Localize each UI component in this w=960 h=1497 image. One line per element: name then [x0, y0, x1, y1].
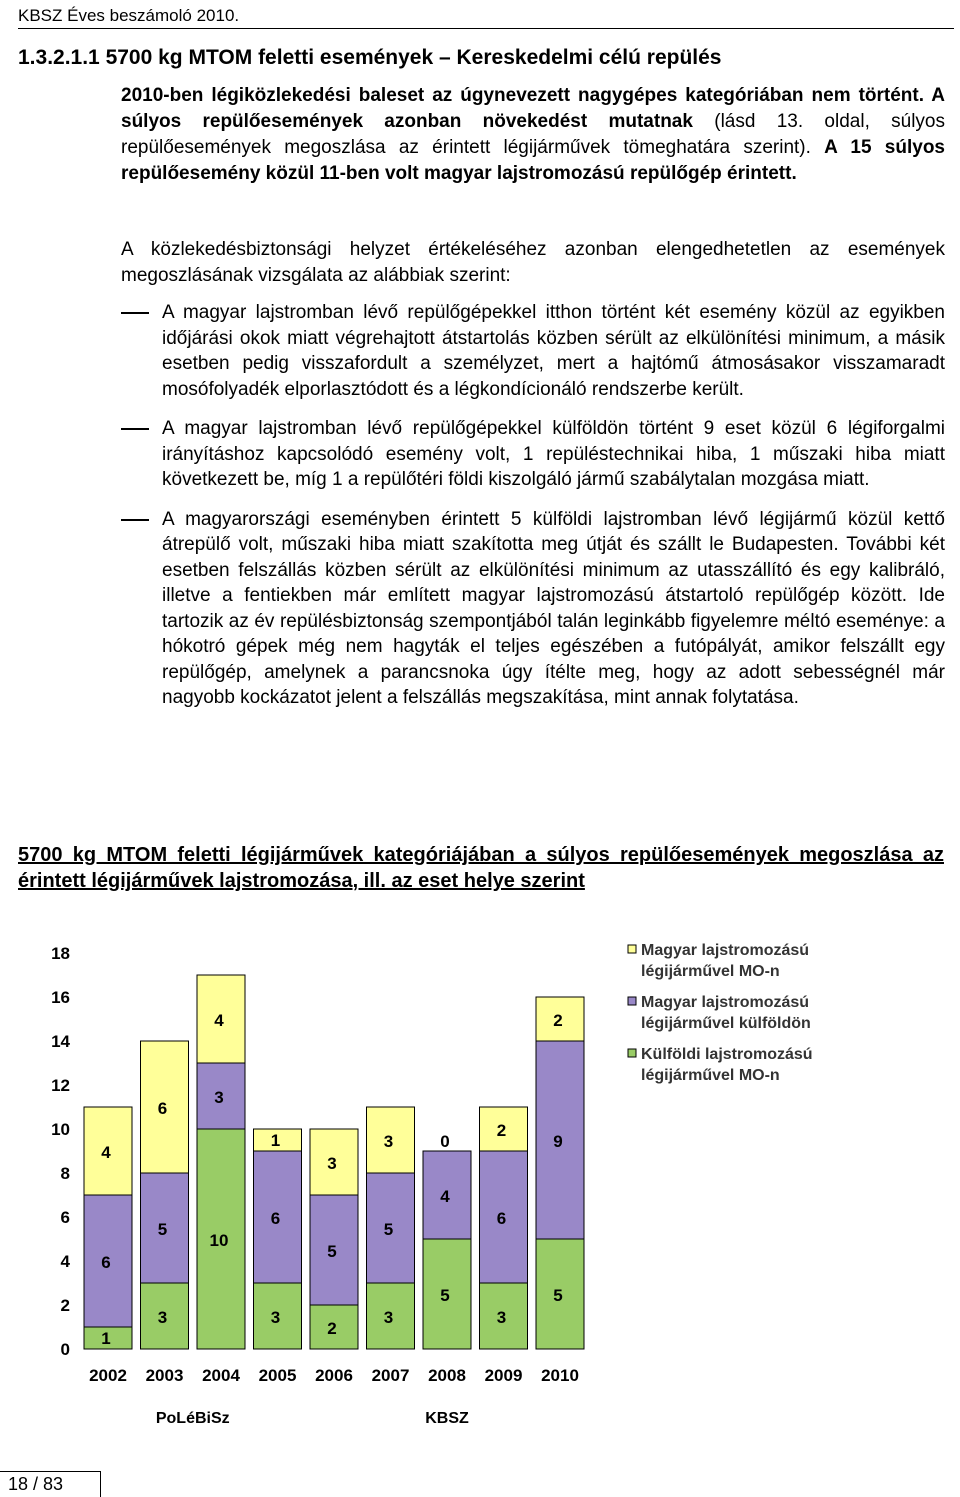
x-tick-label: 2006	[315, 1366, 353, 1385]
legend-label-line: légijárművel MO-n	[641, 963, 780, 980]
page-number: 18 / 83	[8, 1474, 64, 1494]
y-tick-label: 16	[51, 988, 70, 1007]
header-title: KBSZ Éves beszámoló 2010.	[18, 6, 240, 25]
x-tick-label: 2008	[428, 1366, 466, 1385]
list-item	[121, 300, 945, 402]
data-label: 3	[327, 1154, 337, 1173]
group-label: KBSZ	[425, 1410, 469, 1427]
data-label: 3	[157, 1308, 168, 1327]
dash-bullet	[121, 519, 149, 521]
data-label: 3	[383, 1132, 394, 1151]
legend-label-line: Magyar lajstromozású	[641, 942, 810, 959]
data-label: 3	[214, 1088, 224, 1107]
data-label: 4	[214, 1011, 224, 1030]
list-item	[121, 507, 945, 711]
header-rule	[18, 28, 954, 29]
data-label: 2	[327, 1319, 337, 1338]
chart-container	[30, 925, 950, 1445]
paragraph-intro	[121, 83, 945, 187]
data-label: 3	[496, 1308, 507, 1327]
data-label: 6	[157, 1099, 168, 1118]
section-title: 1.3.2.1.1 5700 kg MTOM feletti események – Kereskedelmi célú repülés	[18, 46, 722, 69]
footer-divider	[100, 1471, 101, 1497]
data-label: 9	[553, 1132, 563, 1151]
data-label: 0	[440, 1132, 450, 1151]
data-label: 5	[327, 1242, 337, 1261]
x-tick-label: 2007	[371, 1366, 410, 1385]
x-tick-label: 2009	[484, 1366, 523, 1385]
data-label: 3	[383, 1308, 394, 1327]
list-item-text: A magyarországi eseményben érintett 5 külföldi lajstromban lévő légijármű közül kettő átrepülő volt, műszaki hiba miatt szakította meg útját és szállt le Budapesten. További két esetben felszállás közben sérült az elkülönítési minimum az utasszállító és egy kalibráló, illetve a fentiekben már említett magyar lajstromozású átstartoló repülőgép között. Ide tartozik az év repülésbiztonság szempontjából talán leginkább figyelemre méltó eseménye: a hókotró gépek még nem hagyták el teljes egészében a futópályát, amikor felszállt egy repülőgép, amelynek a parancsnoka úgy ítélte meg, hogy az adott sebességnél már nagyobb kockázatot jelent a felszállás megszakítása, mint annak folytatása.	[162, 508, 945, 708]
data-label: 5	[383, 1220, 394, 1239]
list-item-text: A magyar lajstromban lévő repülőgépekkel külföldön történt 9 eset közül 6 légiforgalmi irányításhoz kapcsolódó esemény volt, 1 repüléstechnikai hiba, 1 műszaki hiba miatt következett be, míg 1 a repülőtéri földi kiszolgáló jármű szabálytalan mozgása miatt.	[162, 418, 945, 490]
y-tick-label: 8	[60, 1164, 70, 1183]
stacked-bar-chart	[30, 925, 950, 1445]
y-tick-label: 6	[60, 1208, 70, 1227]
legend-swatch	[628, 1049, 636, 1057]
dash-bullet	[121, 428, 149, 430]
data-label: 3	[270, 1308, 281, 1327]
y-tick-label: 2	[60, 1296, 70, 1315]
x-tick-label: 2005	[258, 1366, 297, 1385]
data-label: 2	[496, 1121, 507, 1140]
data-label: 6	[101, 1253, 111, 1272]
y-tick-label: 12	[51, 1076, 70, 1095]
legend-label-line: légijárművel MO-n	[641, 1067, 780, 1084]
y-tick-label: 14	[51, 1032, 70, 1051]
data-label: 5	[553, 1286, 563, 1305]
chart-heading: 5700 kg MTOM feletti légijárművek kategóriájában a súlyos repülőesemények megoszlása az érintett légijárművek lajstromozása, ill. az eset helye szerint	[18, 844, 944, 892]
legend-label-line: Külföldi lajstromozású	[641, 1046, 813, 1063]
legend-label-line: Magyar lajstromozású	[641, 994, 810, 1011]
page-footer	[0, 1466, 960, 1497]
group-label: PoLéBiSz	[155, 1410, 230, 1427]
intro-bold-a: 2010-ben légiközlekedési baleset az úgynevezett nagygépes kategóriában nem történt. A súlyos repülőesemények azonban növekedést mutatnak	[121, 85, 945, 132]
data-label: 5	[157, 1220, 168, 1239]
x-tick-label: 2003	[145, 1366, 184, 1385]
x-tick-label: 2002	[89, 1366, 127, 1385]
list-item-text: A magyar lajstromban lévő repülőgépekkel itthon történt két esemény közül az egyikben időjárási okok miatt végrehajtott átstartolás közben sérült az elkülönítési minimum, a másik esetben pedig visszafordult a személyzet, mert a hajtómű átmosásakor visszamaradt mosófolyadék elporlasztódott és a légkondícionáló rendszerbe került.	[162, 302, 945, 400]
data-label: 4	[101, 1143, 111, 1162]
data-label: 2	[553, 1011, 563, 1030]
data-label: 4	[440, 1187, 450, 1206]
x-tick-label: 2010	[541, 1366, 579, 1385]
page-header	[0, 0, 960, 34]
data-label: 10	[209, 1231, 229, 1250]
dash-bullet	[121, 312, 149, 314]
x-tick-label: 2004	[202, 1366, 240, 1385]
y-tick-label: 18	[51, 944, 70, 963]
data-label: 6	[270, 1209, 281, 1228]
data-label: 1	[101, 1329, 111, 1348]
paragraph-analysis: A közlekedésbiztonsági helyzet értékeléséhez azonban elengedhetetlen az események megoszlásának vizsgálata az alábbiak szerint:	[121, 239, 945, 286]
bullet-list	[121, 300, 945, 711]
legend-swatch	[628, 997, 636, 1005]
y-tick-label: 10	[51, 1120, 70, 1139]
intro-normal: (lásd 13. oldal, súlyos repülőesemények megoszlása az érintett légijárművek tömeghatára szerint).	[121, 111, 945, 158]
y-tick-label: 0	[60, 1340, 70, 1359]
legend-label-line: légijárművel külföldön	[641, 1015, 811, 1032]
legend-swatch	[628, 945, 636, 953]
list-item	[121, 416, 945, 493]
footer-rule	[0, 1471, 100, 1472]
intro-bold-c: A 15 súlyos repülőesemény közül 11-ben volt magyar lajstromozású repülőgép érintett.	[121, 137, 945, 184]
data-label: 6	[496, 1209, 507, 1228]
data-label: 1	[270, 1131, 281, 1150]
data-label: 5	[440, 1286, 450, 1305]
y-tick-label: 4	[60, 1252, 70, 1271]
